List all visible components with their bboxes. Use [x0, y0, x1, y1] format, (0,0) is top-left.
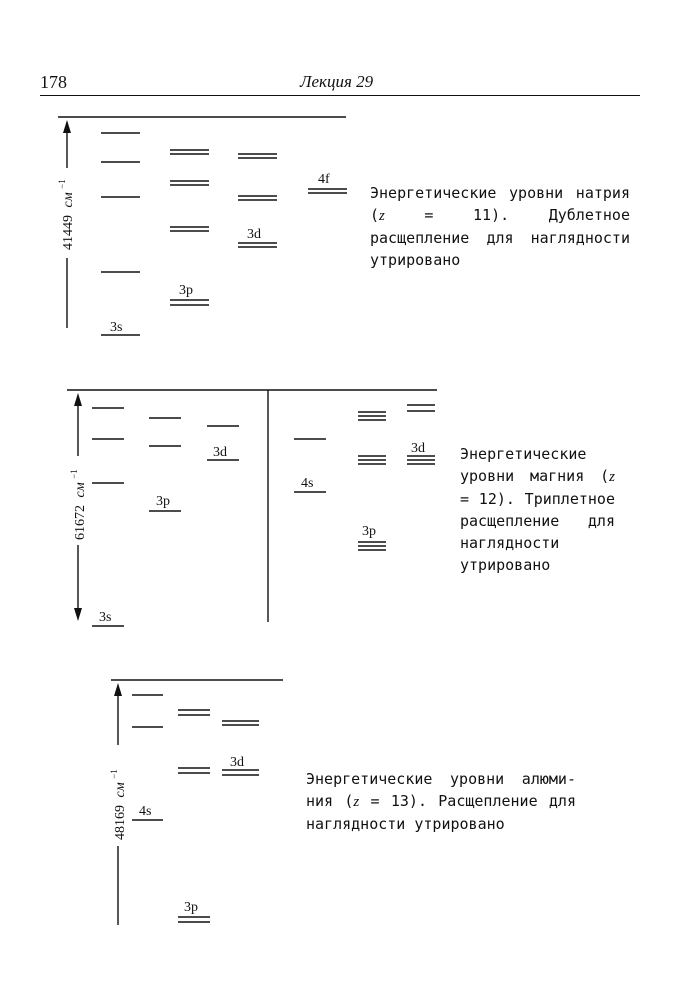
- aluminum-axis-label: 48169 см $^{-1}$: [109, 769, 128, 840]
- sodium-3d-label: 3d: [247, 227, 261, 242]
- magnesium-caption: Энергетические уровни магния (z = 12). Триплетное расщепление для наглядности утрировано: [460, 445, 615, 574]
- magnesium-3d-label: 3d: [213, 445, 227, 460]
- sodium-4f-label: 4f: [318, 172, 330, 187]
- magnesium-triplet-3p-label: 3p: [362, 524, 376, 539]
- sodium-caption: Энергетические уровни натрия (z = 11). Дублетное расщепление для наглядности утрировано: [370, 184, 630, 269]
- magnesium-4s-label: 4s: [301, 476, 314, 491]
- running-head: Лекция 29: [300, 72, 374, 91]
- sodium-axis-label: 41449 см $^{-1}$: [57, 179, 76, 250]
- magnesium-3p-label: 3p: [156, 494, 170, 509]
- aluminum-caption: Энергетические уровни алюминия (z = 13). Расщепление для наглядности утрировано: [306, 770, 576, 833]
- page-number: 178: [40, 72, 67, 92]
- magnesium-3s-label: 3s: [99, 610, 112, 625]
- aluminum-4s-label: 4s: [139, 804, 152, 819]
- magnesium-triplet-3d-label: 3d: [411, 441, 425, 456]
- sodium-3p-label: 3p: [179, 283, 193, 298]
- aluminum-axis-arrow: [114, 683, 122, 696]
- aluminum-3p-label: 3p: [184, 900, 198, 915]
- sodium-3s-label: 3s: [110, 320, 123, 335]
- magnesium-axis-label: 61672 см $^{-1}$: [69, 469, 88, 540]
- aluminum-3d-label: 3d: [230, 755, 244, 770]
